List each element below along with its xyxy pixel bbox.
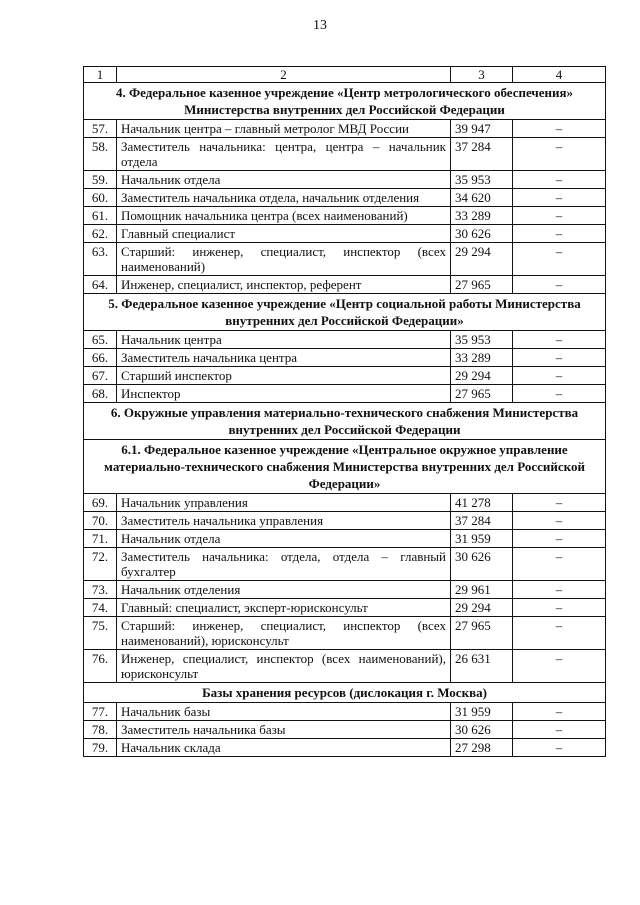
column-4-value: –: [513, 385, 606, 403]
column-4-value: –: [513, 225, 606, 243]
salary-value: 26 631: [451, 650, 513, 683]
salary-value: 29 294: [451, 599, 513, 617]
position-name: Начальник центра – главный метролог МВД России: [117, 120, 451, 138]
table-row: [84, 599, 606, 617]
position-name: Начальник центра: [117, 331, 451, 349]
row-number: 58.: [84, 138, 117, 171]
row-number: 63.: [84, 243, 117, 276]
section-row: [84, 294, 606, 331]
column-4-value: –: [513, 276, 606, 294]
position-name: Главный специалист: [117, 225, 451, 243]
position-name: Заместитель начальника: центра, центра – начальник отдела: [117, 138, 451, 171]
table-row: [84, 243, 606, 276]
column-4-value: –: [513, 512, 606, 530]
table-row: [84, 225, 606, 243]
column-4-value: –: [513, 650, 606, 683]
salary-value: 37 284: [451, 512, 513, 530]
salary-value: 27 965: [451, 276, 513, 294]
salary-value: 29 294: [451, 243, 513, 276]
position-name: Начальник управления: [117, 494, 451, 512]
row-number: 60.: [84, 189, 117, 207]
column-4-value: –: [513, 739, 606, 757]
salary-value: 29 294: [451, 367, 513, 385]
salary-value: 35 953: [451, 171, 513, 189]
salary-value: 30 626: [451, 721, 513, 739]
position-name: Начальник базы: [117, 703, 451, 721]
column-4-value: –: [513, 721, 606, 739]
row-number: 71.: [84, 530, 117, 548]
section-row: [84, 403, 606, 440]
salary-value: 27 965: [451, 385, 513, 403]
section-row: [84, 440, 606, 494]
position-name: Главный: специалист, эксперт-юрисконсульт: [117, 599, 451, 617]
table-row: [84, 512, 606, 530]
salary-value: 27 965: [451, 617, 513, 650]
table-row: [84, 581, 606, 599]
row-number: 79.: [84, 739, 117, 757]
section-title: Базы хранения ресурсов (дислокация г. Москва): [84, 683, 606, 703]
table-row: [84, 721, 606, 739]
table-row: [84, 530, 606, 548]
table-row: [84, 331, 606, 349]
header-col-2: 2: [117, 67, 451, 83]
position-name: Заместитель начальника: отдела, отдела – главный бухгалтер: [117, 548, 451, 581]
position-name: Начальник отдела: [117, 530, 451, 548]
column-4-value: –: [513, 599, 606, 617]
column-4-value: –: [513, 617, 606, 650]
row-number: 64.: [84, 276, 117, 294]
row-number: 61.: [84, 207, 117, 225]
column-4-value: –: [513, 189, 606, 207]
salary-value: 31 959: [451, 703, 513, 721]
position-name: Старший инспектор: [117, 367, 451, 385]
position-name: Начальник отдела: [117, 171, 451, 189]
column-4-value: –: [513, 138, 606, 171]
position-name: Инженер, специалист, инспектор (всех наименований), юрисконсульт: [117, 650, 451, 683]
header-col-4: 4: [513, 67, 606, 83]
column-4-value: –: [513, 703, 606, 721]
row-number: 59.: [84, 171, 117, 189]
table-row: [84, 494, 606, 512]
row-number: 73.: [84, 581, 117, 599]
row-number: 62.: [84, 225, 117, 243]
position-name: Инспектор: [117, 385, 451, 403]
salary-value: 27 298: [451, 739, 513, 757]
table-row: [84, 385, 606, 403]
table-row: [84, 739, 606, 757]
row-number: 77.: [84, 703, 117, 721]
row-number: 66.: [84, 349, 117, 367]
position-name: Заместитель начальника базы: [117, 721, 451, 739]
salary-value: 41 278: [451, 494, 513, 512]
row-number: 69.: [84, 494, 117, 512]
table-row: [84, 138, 606, 171]
section-title: 5. Федеральное казенное учреждение «Центр социальной работы Министерства внутренних дел Российской Федерации»: [84, 294, 606, 331]
table-row: [84, 120, 606, 138]
table-row: [84, 349, 606, 367]
column-4-value: –: [513, 120, 606, 138]
section-row: [84, 683, 606, 703]
salary-table: [83, 66, 606, 757]
section-row: [84, 83, 606, 120]
salary-value: 30 626: [451, 548, 513, 581]
salary-value: 30 626: [451, 225, 513, 243]
salary-value: 39 947: [451, 120, 513, 138]
table-row: [84, 171, 606, 189]
column-4-value: –: [513, 581, 606, 599]
header-col-1: 1: [84, 67, 117, 83]
position-name: Старший: инженер, специалист, инспектор (всех наименований), юрисконсульт: [117, 617, 451, 650]
row-number: 74.: [84, 599, 117, 617]
header-row: [84, 67, 606, 83]
row-number: 76.: [84, 650, 117, 683]
table-row: [84, 548, 606, 581]
table-row: [84, 617, 606, 650]
page-number: 13: [313, 18, 327, 33]
column-4-value: –: [513, 171, 606, 189]
table-body: [84, 67, 606, 757]
position-name: Начальник отделения: [117, 581, 451, 599]
position-name: Начальник склада: [117, 739, 451, 757]
position-name: Помощник начальника центра (всех наименований): [117, 207, 451, 225]
section-title: 6.1. Федеральное казенное учреждение «Центральное окружное управление материально-технического снабжения Министерства внутренних дел Российской Федерации»: [84, 440, 606, 494]
salary-value: 35 953: [451, 331, 513, 349]
position-name: Старший: инженер, специалист, инспектор (всех наименований): [117, 243, 451, 276]
salary-value: 29 961: [451, 581, 513, 599]
salary-value: 33 289: [451, 349, 513, 367]
header-col-3: 3: [451, 67, 513, 83]
table-row: [84, 189, 606, 207]
row-number: 68.: [84, 385, 117, 403]
section-title: 6. Окружные управления материально-технического снабжения Министерства внутренних дел Российской Федерации: [84, 403, 606, 440]
salary-value: 34 620: [451, 189, 513, 207]
row-number: 72.: [84, 548, 117, 581]
column-4-value: –: [513, 530, 606, 548]
position-name: Заместитель начальника центра: [117, 349, 451, 367]
column-4-value: –: [513, 494, 606, 512]
salary-value: 33 289: [451, 207, 513, 225]
table-row: [84, 367, 606, 385]
table-row: [84, 650, 606, 683]
column-4-value: –: [513, 243, 606, 276]
column-4-value: –: [513, 331, 606, 349]
table-row: [84, 207, 606, 225]
position-name: Заместитель начальника управления: [117, 512, 451, 530]
position-name: Инженер, специалист, инспектор, референт: [117, 276, 451, 294]
position-name: Заместитель начальника отдела, начальник отделения: [117, 189, 451, 207]
column-4-value: –: [513, 207, 606, 225]
row-number: 67.: [84, 367, 117, 385]
column-4-value: –: [513, 548, 606, 581]
column-4-value: –: [513, 349, 606, 367]
row-number: 70.: [84, 512, 117, 530]
row-number: 78.: [84, 721, 117, 739]
column-4-value: –: [513, 367, 606, 385]
table-row: [84, 703, 606, 721]
salary-value: 31 959: [451, 530, 513, 548]
salary-value: 37 284: [451, 138, 513, 171]
row-number: 65.: [84, 331, 117, 349]
section-title: 4. Федеральное казенное учреждение «Центр метрологического обеспечения» Министерства внутренних дел Российской Федерации: [84, 83, 606, 120]
row-number: 57.: [84, 120, 117, 138]
table-row: [84, 276, 606, 294]
row-number: 75.: [84, 617, 117, 650]
